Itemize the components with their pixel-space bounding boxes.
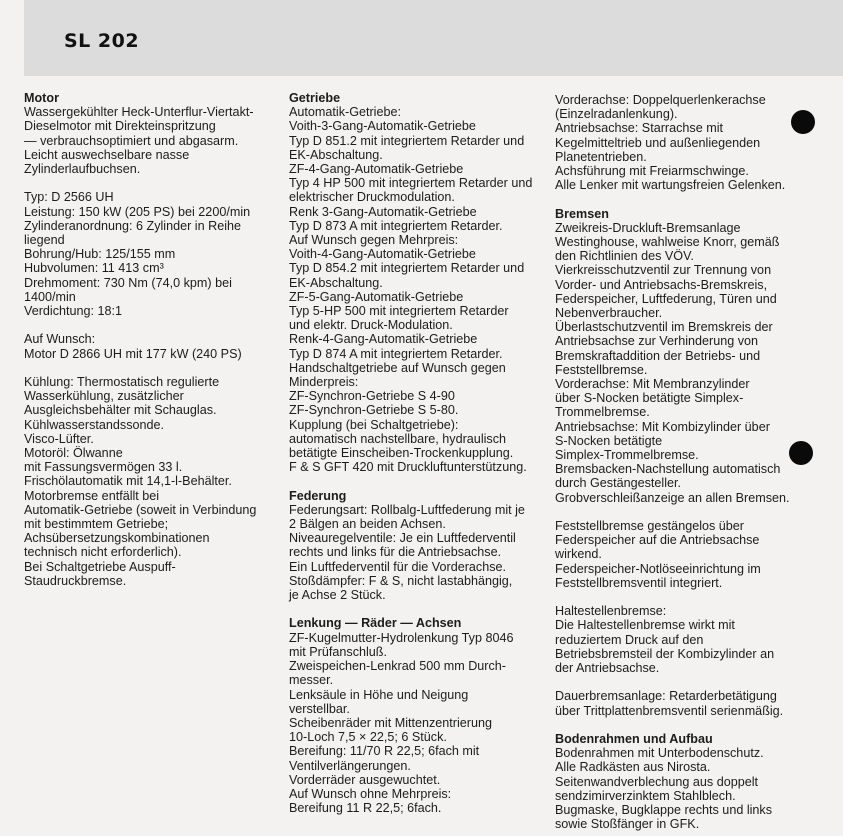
text-line: Verdichtung: 18:1 [24, 304, 123, 319]
binder-hole-bottom [789, 441, 813, 465]
text-line: Minderpreis: [289, 375, 359, 390]
text-line: Automatik-Getriebe (soweit in Verbindung [24, 502, 257, 517]
text-line: Zweispeichen-Lenkrad 500 mm Durch- [289, 659, 506, 674]
text-line: Haltestellenbremse: [555, 604, 667, 619]
text-line: Antriebsachse: Starrachse mit [555, 121, 723, 136]
text-line: Alle Lenker mit wartungsfreien Gelenken. [555, 178, 786, 193]
text-line: F & S GFT 420 mit Druckluftunterstützung. [289, 460, 527, 475]
text-line: Niveauregelventile: Je ein Luftfederventil [289, 531, 516, 546]
header-band [24, 0, 843, 76]
text-line: Scheibenräder mit Mittenzentrierung [289, 715, 493, 730]
text-line: ZF-4-Gang-Automatik-Getriebe [289, 162, 464, 177]
text-line: Vierkreisschutzventil zur Trennung von [555, 263, 772, 278]
text-line: 2 Bälgen an beiden Achsen. [289, 517, 446, 532]
text-line: Achsführung mit Freiarmschwinge. [555, 164, 749, 179]
federung-details [289, 503, 539, 602]
achsen-details [555, 93, 800, 192]
text-line: Typ D 851.2 mit integriertem Retarder und [289, 133, 525, 148]
dauerbremse-details [555, 689, 800, 717]
text-line: Wasserkühlung, zusätzlicher [24, 389, 184, 404]
text-line: Zylinderlaufbuchsen. [24, 162, 141, 177]
text-line: den Richtlinien des VÖV. [555, 249, 694, 264]
section-heading-federung: Federung [289, 488, 347, 503]
text-line: Dauerbremsanlage: Retarderbetätigung [555, 689, 777, 704]
bremsen-details [555, 221, 800, 505]
text-line: Vorder- und Antriebsachs-Bremskreis, [555, 277, 768, 292]
text-line: Federspeicher auf die Antriebsachse [555, 533, 760, 548]
text-line: Auf Wunsch gegen Mehrpreis: [289, 233, 459, 248]
text-line: ZF-Synchron-Getriebe S 5-80. [289, 403, 459, 418]
text-line: Voith-3-Gang-Automatik-Getriebe [289, 119, 476, 134]
text-line: Federungsart: Rollbalg-Luftfederung mit je [289, 502, 525, 517]
bodenrahmen-details [555, 746, 800, 831]
text-line: Bereifung: 11/70 R 22,5; 6fach mit [289, 744, 480, 759]
text-line: messer. [289, 673, 334, 688]
text-line: elektrischer Druckmodulation. [289, 190, 455, 205]
text-line: und elektr. Druck-Modulation. [289, 318, 453, 333]
text-line: Dieselmotor mit Direkteinspritzung [24, 119, 216, 134]
text-line: Trommelbremse. [555, 405, 650, 420]
text-line: Bereifung 11 R 22,5; 6fach. [289, 801, 442, 816]
text-line: mit Fassungsvermögen 33 l. [24, 460, 183, 475]
text-line: Kühlung: Thermostatisch regulierte [24, 375, 220, 390]
text-line: Leicht auswechselbare nasse [24, 147, 190, 162]
column-bremsen [555, 93, 800, 831]
text-line: Staudruckbremse. [24, 573, 127, 588]
text-line: Vorderachse: Mit Membranzylinder [555, 377, 750, 392]
text-line: mit Prüfanschluß. [289, 644, 387, 659]
text-line: der Antriebsachse. [555, 661, 660, 676]
text-line: 10-Loch 7,5 × 22,5; 6 Stück. [289, 730, 447, 745]
text-line: rechts und links für die Antriebsachse. [289, 545, 502, 560]
text-line: — verbrauchsoptimiert und abgasarm. [24, 133, 239, 148]
text-line: Motoröl: Ölwanne [24, 446, 123, 461]
text-line: Bremskraftaddition der Betriebs- und [555, 348, 761, 363]
text-line: ZF-Synchron-Getriebe S 4-90 [289, 389, 455, 404]
text-line: Kühlwasserstandssonde. [24, 417, 165, 432]
text-line: automatisch nachstellbare, hydraulisch [289, 431, 507, 446]
text-line: Auf Wunsch: [24, 332, 96, 347]
text-line: über S-Nocken betätigte Simplex- [555, 391, 744, 406]
text-line: Typ D 873 A mit integriertem Retarder. [289, 218, 503, 233]
section-heading-bodenrahmen: Bodenrahmen und Aufbau [555, 732, 713, 747]
column-getriebe [289, 91, 539, 815]
text-line: Grobverschleißanzeige an allen Bremsen. [555, 490, 790, 505]
text-line: Auf Wunsch ohne Mehrpreis: [289, 786, 452, 801]
text-line: Federspeicher-Notlöseeinrichtung im [555, 561, 761, 576]
text-line: Bodenrahmen mit Unterbodenschutz. [555, 746, 764, 761]
text-line: Zweikreis-Druckluft-Bremsanlage [555, 220, 741, 235]
text-line: Überlastschutzventil im Bremskreis der [555, 320, 773, 335]
text-line: Vorderräder ausgewuchtet. [289, 772, 441, 787]
text-line: ZF-5-Gang-Automatik-Getriebe [289, 289, 464, 304]
text-line: reduziertem Druck auf den [555, 632, 704, 647]
text-line: Visco-Lüfter. [24, 431, 94, 446]
text-line: Voith-4-Gang-Automatik-Getriebe [289, 247, 476, 262]
text-line: technisch nicht erforderlich). [24, 545, 182, 560]
text-line: mit bestimmtem Getriebe; [24, 517, 169, 532]
text-line: Alle Radkästen aus Nirosta. [555, 760, 711, 775]
text-line: Motor D 2866 UH mit 177 kW (240 PS) [24, 346, 242, 361]
text-line: Achsübersetzungskombinationen [24, 531, 210, 546]
text-line: Automatik-Getriebe: [289, 105, 401, 120]
text-line: Antriebsachse zur Verhinderung von [555, 334, 759, 349]
text-line: durch Gestängesteller. [555, 476, 682, 491]
text-line: Typ D 854.2 mit integriertem Retarder und [289, 261, 525, 276]
text-line: S-Nocken betätigte [555, 433, 663, 448]
text-line: ZF-Kugelmutter-Hydrolenkung Typ 8046 [289, 630, 514, 645]
text-line: Die Haltestellenbremse wirkt mit [555, 618, 735, 633]
text-line: Typ D 874 A mit integriertem Retarder. [289, 346, 503, 361]
text-line: 1400/min [24, 289, 76, 304]
text-line: Feststellbremse gestängelos über [555, 519, 745, 534]
text-line: Hubvolumen: 11 413 cm³ [24, 261, 164, 276]
text-line: EK-Abschaltung. [289, 275, 383, 290]
text-line: Kegelmitteltrieb und außenliegenden [555, 135, 761, 150]
text-line: Simplex-Trommelbremse. [555, 448, 699, 463]
motor-description [24, 105, 274, 176]
section-heading-lenkung: Lenkung — Räder — Achsen [289, 616, 462, 631]
text-line: Bugmaske, Bugklappe rechts und links [555, 803, 773, 818]
feststellbremse-details [555, 519, 800, 590]
text-line: betätigte Einscheiben-Trockenkupplung. [289, 446, 514, 461]
text-line: Federspeicher, Luftfederung, Türen und [555, 291, 777, 306]
text-line: Bohrung/Hub: 125/155 mm [24, 247, 176, 262]
text-line: liegend [24, 233, 65, 248]
section-heading-motor: Motor [24, 91, 59, 105]
text-line: Lenksäule in Höhe und Neigung [289, 687, 469, 702]
getriebe-details [289, 105, 539, 474]
text-line: Ventilverlängerungen. [289, 758, 411, 773]
text-line: Zylinderanordnung: 6 Zylinder in Reihe [24, 218, 242, 233]
text-line: Nebenverbraucher. [555, 306, 663, 321]
text-line: Drehmoment: 730 Nm (74,0 kpm) bei [24, 275, 232, 290]
text-line: Typ: D 2566 UH [24, 190, 114, 205]
text-line: Typ 5-HP 500 mit integriertem Retarder [289, 304, 509, 319]
text-line: Ein Luftfederventil für die Vorderachse. [289, 559, 507, 574]
binder-hole-top [791, 110, 815, 134]
text-line: Motorbremse entfällt bei [24, 488, 160, 503]
column-motor [24, 91, 274, 588]
text-line: verstellbar. [289, 701, 350, 716]
text-line: Renk 3-Gang-Automatik-Getriebe [289, 204, 477, 219]
text-line: Feststellbremsventil integriert. [555, 575, 723, 590]
page-title: SL 202 [64, 30, 140, 52]
text-line: (Einzelradanlenkung). [555, 107, 678, 122]
motor-specs [24, 190, 274, 318]
text-line: Wassergekühlter Heck-Unterflur-Viertakt- [24, 105, 254, 120]
text-line: Betriebsbremsteil der Kombizylinder an [555, 646, 775, 661]
text-line: Bei Schaltgetriebe Auspuff- [24, 559, 176, 574]
text-line: EK-Abschaltung. [289, 147, 383, 162]
text-line: Typ 4 HP 500 mit integriertem Retarder und [289, 176, 533, 191]
text-line: Antriebsachse: Mit Kombizylinder über [555, 419, 770, 434]
text-line: sowie Stoßfänger in GFK. [555, 817, 700, 832]
text-line: Ausgleichsbehälter mit Schauglas. [24, 403, 217, 418]
text-line: wirkend. [555, 547, 602, 562]
text-line: sendzimirverzinktem Stahlblech. [555, 788, 736, 803]
text-line: Renk-4-Gang-Automatik-Getriebe [289, 332, 478, 347]
text-line: Westinghouse, wahlweise Knorr, gemäß [555, 235, 780, 250]
text-line: Bremsbacken-Nachstellung automatisch [555, 462, 781, 477]
text-line: Stoßdämpfer: F & S, nicht lastabhängig, [289, 573, 513, 588]
text-line: über Trittplattenbremsventil serienmäßig. [555, 703, 784, 718]
text-line: Leistung: 150 kW (205 PS) bei 2200/min [24, 204, 251, 219]
text-line: Kupplung (bei Schaltgetriebe): [289, 417, 459, 432]
section-heading-bremsen: Bremsen [555, 206, 609, 221]
haltestellenbremse-details [555, 604, 800, 675]
text-line: je Achse 2 Stück. [289, 588, 386, 603]
text-line: Feststellbremse. [555, 362, 648, 377]
section-heading-getriebe: Getriebe [289, 91, 341, 105]
text-line: Vorderachse: Doppelquerlenkerachse [555, 93, 766, 107]
text-line: Seitenwandverblechung aus doppelt [555, 774, 759, 789]
motor-option [24, 332, 274, 360]
lenkung-details [289, 631, 539, 816]
text-line: Planetentrieben. [555, 149, 647, 164]
text-line: Frischölautomatik mit 14,1-l-Behälter. [24, 474, 232, 489]
cooling-details [24, 375, 274, 588]
text-line: Handschaltgetriebe auf Wunsch gegen [289, 360, 506, 375]
